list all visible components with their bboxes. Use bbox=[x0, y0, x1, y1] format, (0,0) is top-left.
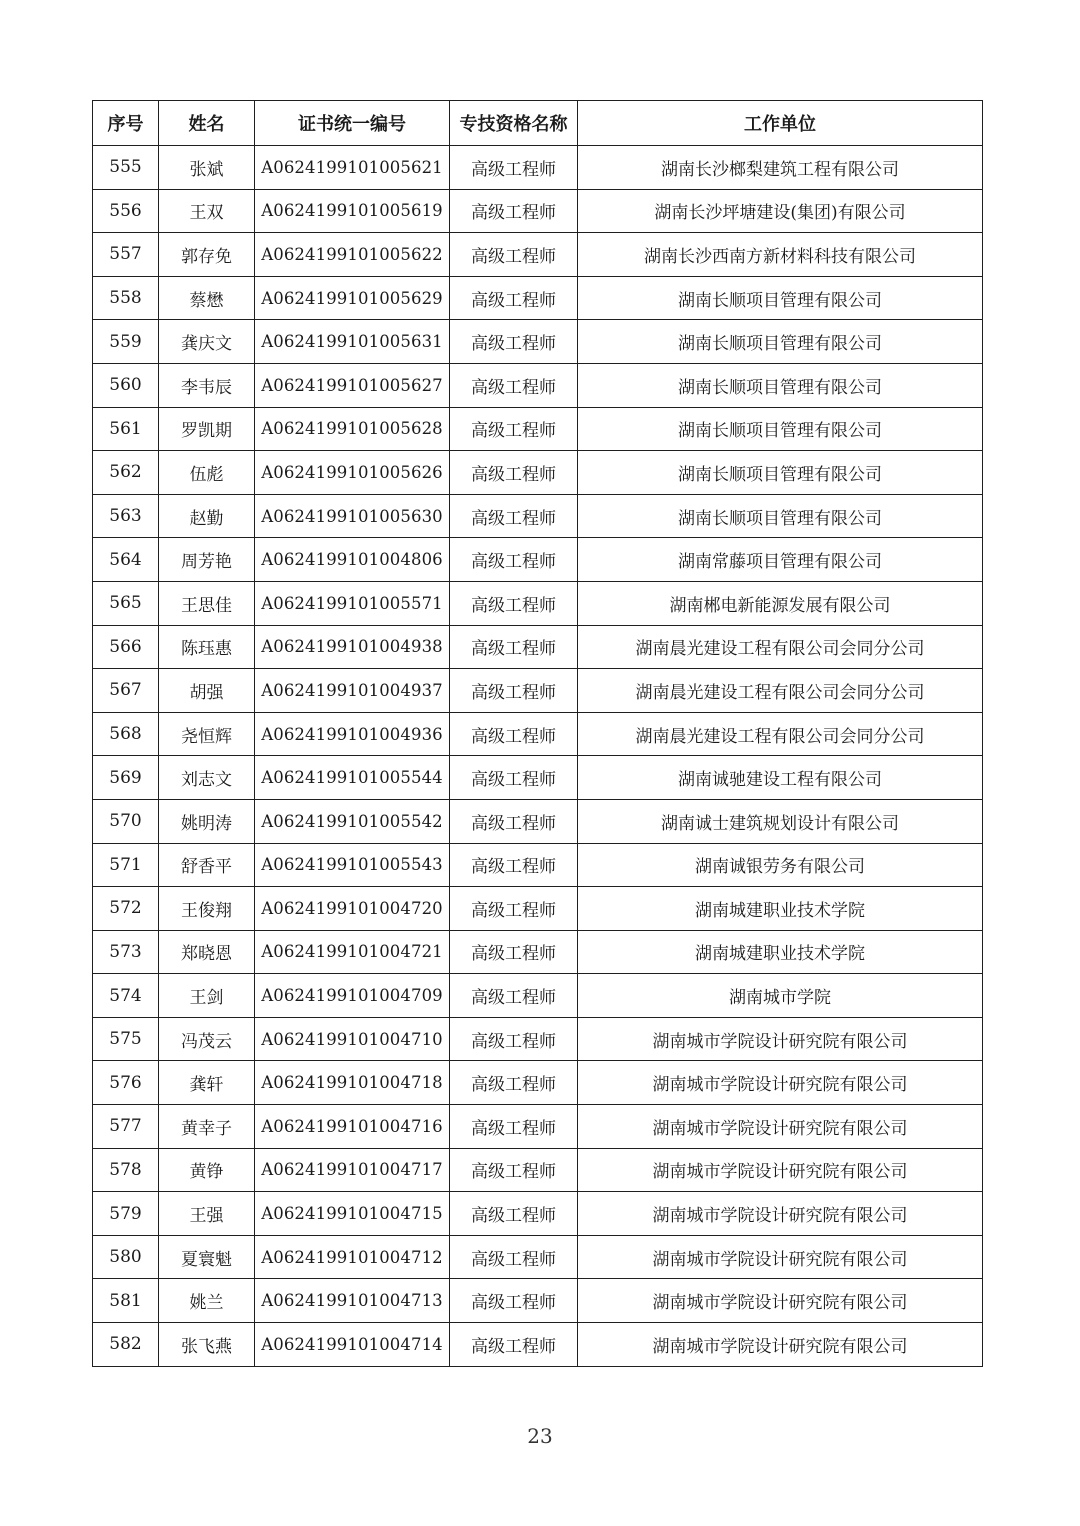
header-work-unit: 工作单位 bbox=[578, 101, 983, 146]
header-certificate-number: 证书统一编号 bbox=[255, 101, 450, 146]
table-row bbox=[93, 320, 983, 364]
cell-certificate-number: A0624199101005631 bbox=[255, 320, 450, 364]
cell-name: 王俊翔 bbox=[159, 887, 255, 931]
cell-certificate-number: A0624199101004936 bbox=[255, 712, 450, 756]
table-row bbox=[93, 363, 983, 407]
cell-certificate-number: A0624199101005619 bbox=[255, 189, 450, 233]
cell-qualification: 高级工程师 bbox=[450, 581, 578, 625]
cell-certificate-number: A0624199101005542 bbox=[255, 799, 450, 843]
cell-qualification: 高级工程师 bbox=[450, 1192, 578, 1236]
cell-serial-number: 565 bbox=[93, 581, 159, 625]
cell-qualification: 高级工程师 bbox=[450, 1235, 578, 1279]
cell-qualification: 高级工程师 bbox=[450, 1323, 578, 1367]
cell-work-unit: 湖南城市学院设计研究院有限公司 bbox=[578, 1192, 983, 1236]
cell-work-unit: 湖南城市学院设计研究院有限公司 bbox=[578, 1323, 983, 1367]
cell-qualification: 高级工程师 bbox=[450, 276, 578, 320]
cell-serial-number: 558 bbox=[93, 276, 159, 320]
table-row bbox=[93, 756, 983, 800]
cell-serial-number: 567 bbox=[93, 669, 159, 713]
cell-qualification: 高级工程师 bbox=[450, 843, 578, 887]
table-row bbox=[93, 712, 983, 756]
cell-work-unit: 湖南长顺项目管理有限公司 bbox=[578, 494, 983, 538]
cell-qualification: 高级工程师 bbox=[450, 494, 578, 538]
table-row bbox=[93, 1105, 983, 1149]
cell-name: 王思佳 bbox=[159, 581, 255, 625]
cell-name: 尧恒辉 bbox=[159, 712, 255, 756]
cell-qualification: 高级工程师 bbox=[450, 712, 578, 756]
table-row bbox=[93, 1192, 983, 1236]
certificate-table-container bbox=[92, 100, 982, 1367]
cell-work-unit: 湖南城市学院设计研究院有限公司 bbox=[578, 1148, 983, 1192]
cell-qualification: 高级工程师 bbox=[450, 799, 578, 843]
cell-certificate-number: A0624199101005628 bbox=[255, 407, 450, 451]
table-row bbox=[93, 189, 983, 233]
header-name: 姓名 bbox=[159, 101, 255, 146]
cell-work-unit: 湖南长顺项目管理有限公司 bbox=[578, 451, 983, 495]
cell-qualification: 高级工程师 bbox=[450, 233, 578, 277]
cell-certificate-number: A0624199101004718 bbox=[255, 1061, 450, 1105]
cell-name: 刘志文 bbox=[159, 756, 255, 800]
cell-certificate-number: A0624199101004717 bbox=[255, 1148, 450, 1192]
cell-serial-number: 568 bbox=[93, 712, 159, 756]
cell-work-unit: 湖南常藤项目管理有限公司 bbox=[578, 538, 983, 582]
cell-serial-number: 570 bbox=[93, 799, 159, 843]
cell-serial-number: 580 bbox=[93, 1235, 159, 1279]
cell-qualification: 高级工程师 bbox=[450, 146, 578, 190]
cell-work-unit: 湖南城市学院设计研究院有限公司 bbox=[578, 1061, 983, 1105]
cell-work-unit: 湖南长沙榔梨建筑工程有限公司 bbox=[578, 146, 983, 190]
cell-work-unit: 湖南晨光建设工程有限公司会同分公司 bbox=[578, 712, 983, 756]
cell-name: 张斌 bbox=[159, 146, 255, 190]
cell-work-unit: 湖南城市学院 bbox=[578, 974, 983, 1018]
cell-work-unit: 湖南城建职业技术学院 bbox=[578, 930, 983, 974]
cell-certificate-number: A0624199101004937 bbox=[255, 669, 450, 713]
cell-serial-number: 578 bbox=[93, 1148, 159, 1192]
table-row bbox=[93, 1279, 983, 1323]
cell-serial-number: 573 bbox=[93, 930, 159, 974]
cell-qualification: 高级工程师 bbox=[450, 451, 578, 495]
cell-serial-number: 574 bbox=[93, 974, 159, 1018]
cell-work-unit: 湖南长沙坪塘建设(集团)有限公司 bbox=[578, 189, 983, 233]
cell-qualification: 高级工程师 bbox=[450, 625, 578, 669]
cell-serial-number: 562 bbox=[93, 451, 159, 495]
cell-work-unit: 湖南郴电新能源发展有限公司 bbox=[578, 581, 983, 625]
table-row bbox=[93, 799, 983, 843]
cell-work-unit: 湖南长沙西南方新材料科技有限公司 bbox=[578, 233, 983, 277]
cell-name: 夏寰魁 bbox=[159, 1235, 255, 1279]
table-row bbox=[93, 930, 983, 974]
cell-certificate-number: A0624199101005630 bbox=[255, 494, 450, 538]
table-row bbox=[93, 276, 983, 320]
cell-name: 罗凯期 bbox=[159, 407, 255, 451]
cell-name: 王强 bbox=[159, 1192, 255, 1236]
cell-serial-number: 569 bbox=[93, 756, 159, 800]
cell-serial-number: 575 bbox=[93, 1017, 159, 1061]
table-row bbox=[93, 581, 983, 625]
certificate-table bbox=[92, 100, 983, 1367]
cell-qualification: 高级工程师 bbox=[450, 1148, 578, 1192]
table-row bbox=[93, 494, 983, 538]
cell-name: 黄幸子 bbox=[159, 1105, 255, 1149]
cell-serial-number: 581 bbox=[93, 1279, 159, 1323]
cell-serial-number: 560 bbox=[93, 363, 159, 407]
cell-work-unit: 湖南城市学院设计研究院有限公司 bbox=[578, 1235, 983, 1279]
cell-serial-number: 566 bbox=[93, 625, 159, 669]
cell-name: 陈珏惠 bbox=[159, 625, 255, 669]
cell-work-unit: 湖南长顺项目管理有限公司 bbox=[578, 363, 983, 407]
cell-name: 张飞燕 bbox=[159, 1323, 255, 1367]
cell-serial-number: 555 bbox=[93, 146, 159, 190]
cell-certificate-number: A0624199101004712 bbox=[255, 1235, 450, 1279]
cell-name: 姚兰 bbox=[159, 1279, 255, 1323]
cell-work-unit: 湖南城市学院设计研究院有限公司 bbox=[578, 1017, 983, 1061]
cell-name: 龚轩 bbox=[159, 1061, 255, 1105]
cell-qualification: 高级工程师 bbox=[450, 1105, 578, 1149]
cell-work-unit: 湖南长顺项目管理有限公司 bbox=[578, 320, 983, 364]
header-serial-number: 序号 bbox=[93, 101, 159, 146]
cell-certificate-number: A0624199101004713 bbox=[255, 1279, 450, 1323]
cell-serial-number: 572 bbox=[93, 887, 159, 931]
table-row bbox=[93, 843, 983, 887]
cell-serial-number: 557 bbox=[93, 233, 159, 277]
cell-serial-number: 564 bbox=[93, 538, 159, 582]
table-row bbox=[93, 1323, 983, 1367]
cell-qualification: 高级工程师 bbox=[450, 887, 578, 931]
cell-name: 蔡懋 bbox=[159, 276, 255, 320]
cell-qualification: 高级工程师 bbox=[450, 407, 578, 451]
cell-work-unit: 湖南诚士建筑规划设计有限公司 bbox=[578, 799, 983, 843]
cell-certificate-number: A0624199101004715 bbox=[255, 1192, 450, 1236]
cell-name: 郭存免 bbox=[159, 233, 255, 277]
table-row bbox=[93, 451, 983, 495]
cell-qualification: 高级工程师 bbox=[450, 1279, 578, 1323]
cell-work-unit: 湖南晨光建设工程有限公司会同分公司 bbox=[578, 625, 983, 669]
cell-qualification: 高级工程师 bbox=[450, 756, 578, 800]
table-row bbox=[93, 887, 983, 931]
cell-certificate-number: A0624199101004721 bbox=[255, 930, 450, 974]
cell-work-unit: 湖南诚银劳务有限公司 bbox=[578, 843, 983, 887]
cell-work-unit: 湖南长顺项目管理有限公司 bbox=[578, 407, 983, 451]
cell-qualification: 高级工程师 bbox=[450, 189, 578, 233]
cell-certificate-number: A0624199101004938 bbox=[255, 625, 450, 669]
table-row bbox=[93, 1148, 983, 1192]
cell-certificate-number: A0624199101005626 bbox=[255, 451, 450, 495]
table-row bbox=[93, 1235, 983, 1279]
cell-work-unit: 湖南晨光建设工程有限公司会同分公司 bbox=[578, 669, 983, 713]
cell-name: 冯茂云 bbox=[159, 1017, 255, 1061]
cell-serial-number: 582 bbox=[93, 1323, 159, 1367]
table-body bbox=[93, 146, 983, 1367]
cell-certificate-number: A0624199101005543 bbox=[255, 843, 450, 887]
header-qualification: 专技资格名称 bbox=[450, 101, 578, 146]
cell-qualification: 高级工程师 bbox=[450, 974, 578, 1018]
table-row bbox=[93, 1061, 983, 1105]
cell-certificate-number: A0624199101004806 bbox=[255, 538, 450, 582]
cell-qualification: 高级工程师 bbox=[450, 1061, 578, 1105]
cell-name: 黄铮 bbox=[159, 1148, 255, 1192]
cell-qualification: 高级工程师 bbox=[450, 1017, 578, 1061]
table-row bbox=[93, 538, 983, 582]
cell-name: 周芳艳 bbox=[159, 538, 255, 582]
cell-work-unit: 湖南城市学院设计研究院有限公司 bbox=[578, 1105, 983, 1149]
cell-name: 赵勤 bbox=[159, 494, 255, 538]
cell-qualification: 高级工程师 bbox=[450, 363, 578, 407]
table-row bbox=[93, 669, 983, 713]
cell-work-unit: 湖南城建职业技术学院 bbox=[578, 887, 983, 931]
cell-work-unit: 湖南城市学院设计研究院有限公司 bbox=[578, 1279, 983, 1323]
cell-qualification: 高级工程师 bbox=[450, 930, 578, 974]
cell-name: 李韦辰 bbox=[159, 363, 255, 407]
cell-certificate-number: A0624199101005544 bbox=[255, 756, 450, 800]
cell-qualification: 高级工程师 bbox=[450, 669, 578, 713]
cell-serial-number: 561 bbox=[93, 407, 159, 451]
cell-certificate-number: A0624199101004716 bbox=[255, 1105, 450, 1149]
cell-certificate-number: A0624199101004709 bbox=[255, 974, 450, 1018]
cell-certificate-number: A0624199101004710 bbox=[255, 1017, 450, 1061]
cell-serial-number: 571 bbox=[93, 843, 159, 887]
cell-serial-number: 563 bbox=[93, 494, 159, 538]
cell-serial-number: 576 bbox=[93, 1061, 159, 1105]
cell-name: 王双 bbox=[159, 189, 255, 233]
cell-work-unit: 湖南诚驰建设工程有限公司 bbox=[578, 756, 983, 800]
table-row bbox=[93, 974, 983, 1018]
cell-certificate-number: A0624199101005621 bbox=[255, 146, 450, 190]
cell-serial-number: 579 bbox=[93, 1192, 159, 1236]
page-number: 23 bbox=[527, 1424, 553, 1448]
cell-certificate-number: A0624199101004714 bbox=[255, 1323, 450, 1367]
cell-work-unit: 湖南长顺项目管理有限公司 bbox=[578, 276, 983, 320]
cell-certificate-number: A0624199101005629 bbox=[255, 276, 450, 320]
table-row bbox=[93, 146, 983, 190]
cell-name: 郑晓恩 bbox=[159, 930, 255, 974]
cell-certificate-number: A0624199101005622 bbox=[255, 233, 450, 277]
table-row bbox=[93, 233, 983, 277]
table-row bbox=[93, 407, 983, 451]
cell-qualification: 高级工程师 bbox=[450, 320, 578, 364]
cell-serial-number: 559 bbox=[93, 320, 159, 364]
cell-name: 伍彪 bbox=[159, 451, 255, 495]
cell-name: 王剑 bbox=[159, 974, 255, 1018]
cell-certificate-number: A0624199101004720 bbox=[255, 887, 450, 931]
cell-serial-number: 577 bbox=[93, 1105, 159, 1149]
cell-name: 舒香平 bbox=[159, 843, 255, 887]
cell-qualification: 高级工程师 bbox=[450, 538, 578, 582]
table-header-row bbox=[93, 101, 983, 146]
cell-name: 姚明涛 bbox=[159, 799, 255, 843]
cell-serial-number: 556 bbox=[93, 189, 159, 233]
cell-name: 龚庆文 bbox=[159, 320, 255, 364]
cell-certificate-number: A0624199101005571 bbox=[255, 581, 450, 625]
cell-certificate-number: A0624199101005627 bbox=[255, 363, 450, 407]
table-row bbox=[93, 625, 983, 669]
cell-name: 胡强 bbox=[159, 669, 255, 713]
table-row bbox=[93, 1017, 983, 1061]
